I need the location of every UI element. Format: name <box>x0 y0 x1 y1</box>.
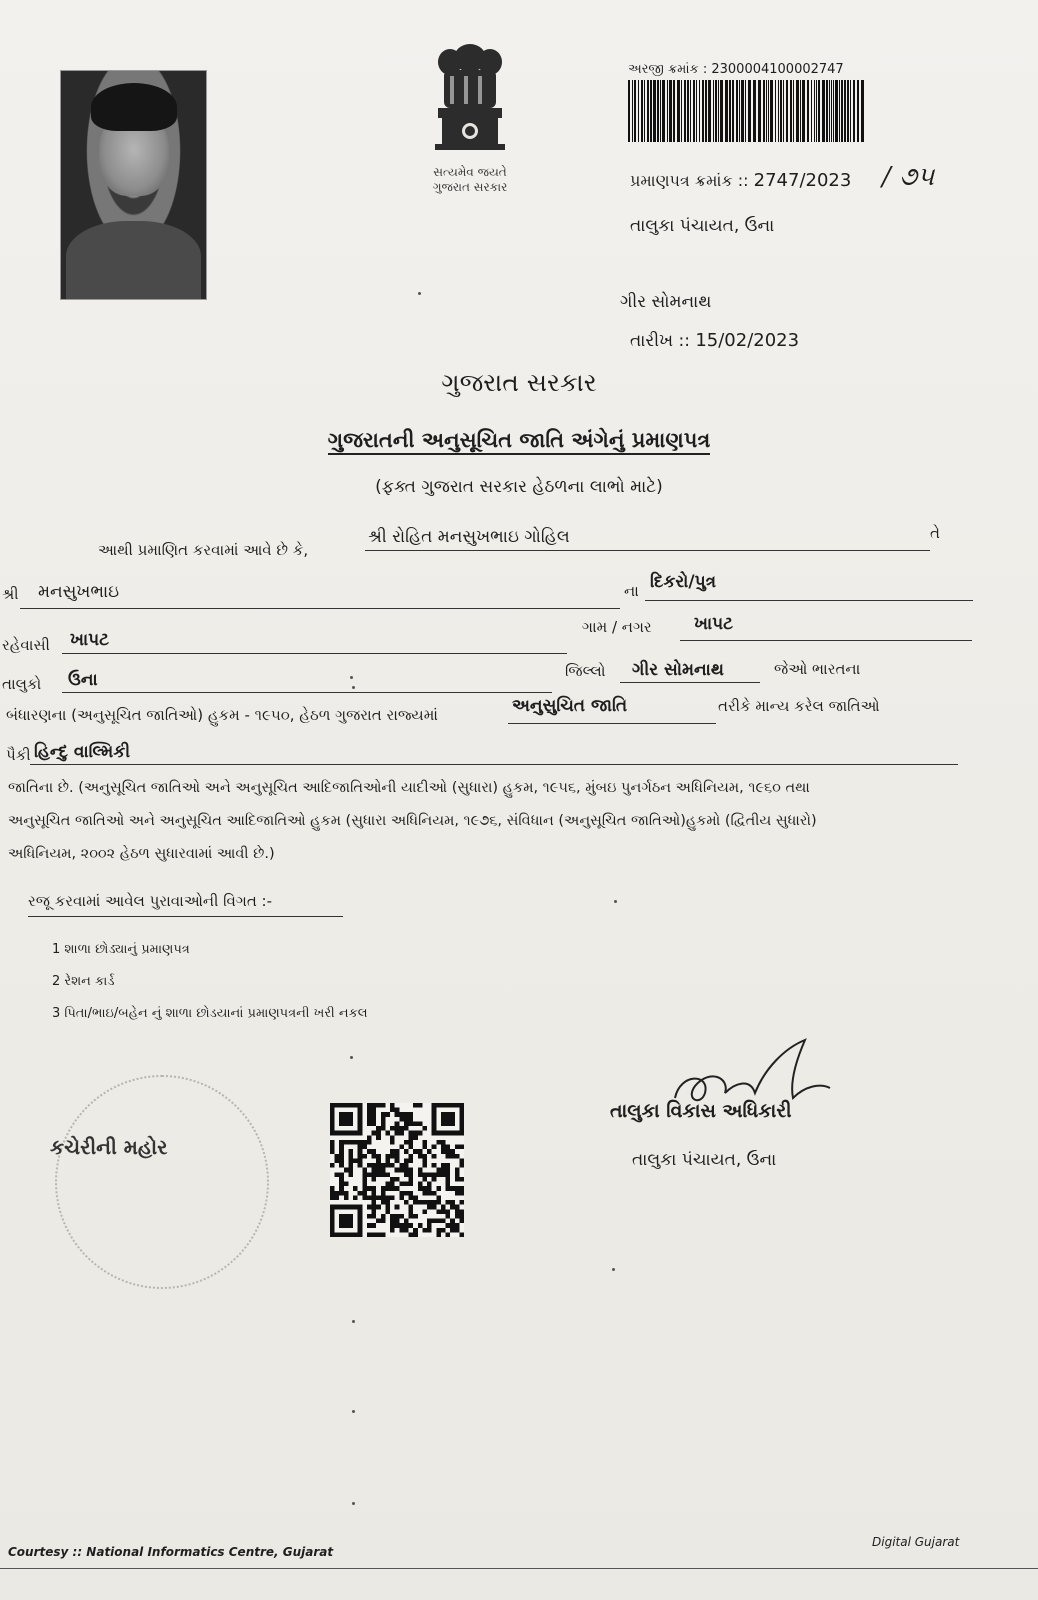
certificate-number-label: પ્રમાણપત્ર ક્રમાંક :: <box>630 171 749 190</box>
resident-label: રહેવાસી <box>2 636 50 654</box>
issue-date-value: 15/02/2023 <box>695 330 800 351</box>
name-underline <box>365 550 930 551</box>
digital-gujarat-brand: Digital Gujarat <box>872 1535 960 1549</box>
relation-underline <box>645 600 973 601</box>
proofs-list <box>52 934 368 1030</box>
list-item: 2 રેશન કાર્ડ <box>52 974 115 989</box>
handwritten-mark: / ૭૫ <box>882 162 935 192</box>
paragraph-line: અધિનિયમ, ૨૦૦૨ હેઠળ સુધારવામાં આવી છે.) <box>8 846 275 862</box>
resident-value: ખાપટ <box>70 630 110 650</box>
photo-shirt <box>66 221 201 299</box>
application-number-label: અરજી ક્રમાંક : <box>628 62 708 77</box>
paragraph-line: જાતિના છે. (અનુસૂચિત જાતિઓ અને અનુસૂચિત આદિજાતિઓની યાદીઓ (સુધારા) હુકમ, ૧૯૫૬, મુંબઇ પુનર્ગઠન અધિનિયમ, ૧૯૬૦ તથા <box>8 780 810 796</box>
paragraph-line: અનુસૂચિત જાતિઓ અને અનુસૂચિત આદિજાતિઓ હુકમ (સુધારા અધિનિયમ, ૧૯૭૬, સંવિધાન (અનુસૂચિત જાતિઓ)હુકમો (દ્વિતીય સુધારો) <box>8 813 817 829</box>
village-underline <box>680 640 972 641</box>
te-label: તે <box>930 524 940 542</box>
issuing-office: તાલુકા પંચાયત, ઉના <box>630 216 775 236</box>
emblem-caption-line-2: ગુજરાત સરકાર <box>432 180 508 194</box>
government-title: ગુજરાત સરકાર <box>441 368 597 397</box>
office-stamp-label: કચેરીની મહોર <box>50 1135 168 1159</box>
legal-paragraph <box>8 772 1018 871</box>
category-value: અનુસુચિત જાતિ <box>512 696 628 716</box>
district-value: ગીર સોમનાથ <box>632 660 724 680</box>
recognized-label: તરીકે માન્ય કરેલ જાતિઓ <box>718 697 880 715</box>
application-number-value: 2300004100002747 <box>711 62 844 77</box>
district-underline <box>620 682 760 683</box>
list-item: 3 પિતા/ભાઇ/બહેન નું શાળા છોડયાનાં પ્રમાણપત્રની ખરી નકલ <box>52 1006 368 1021</box>
courtesy-text: Courtesy :: National Informatics Centre, Gujarat <box>8 1545 334 1559</box>
father-underline <box>20 608 620 609</box>
applicant-name: શ્રી રોહિત મનસુખભાઇ ગોહિલ <box>368 527 570 547</box>
order-text: બંધારણના (અનુસૂચિત જાતિઓ) હુકમ - ૧૯૫૦, હેઠળ ગુજરાત રાજ્યમાં <box>6 706 438 724</box>
issue-date-label: તારીખ :: <box>630 331 690 351</box>
proofs-heading: રજૂ કરવામાં આવેલ પુરાવાઓની વિગત :- <box>28 892 273 910</box>
qr-code-icon <box>330 1103 464 1237</box>
certificate-number-value: 2747/2023 <box>753 170 852 191</box>
proofs-underline <box>28 916 343 917</box>
resident-underline <box>62 653 567 654</box>
footer-rule <box>0 1568 1038 1569</box>
office-stamp-circle <box>55 1075 269 1289</box>
photo-hair <box>91 83 177 131</box>
applicant-photo <box>60 70 207 300</box>
state-emblem-icon <box>420 30 520 165</box>
village-label: ગામ / નગર <box>582 618 652 636</box>
officer-title: તાલુકા વિકાસ અધિકારી <box>610 1100 792 1122</box>
certificate-number <box>630 170 851 191</box>
application-number <box>628 62 844 77</box>
officer-office: તાલુકા પંચાયત, ઉના <box>632 1150 777 1170</box>
among-label: પૈકી <box>6 746 31 764</box>
issuing-district: ગીર સોમનાથ <box>620 292 712 312</box>
category-underline <box>508 723 716 724</box>
caste-underline <box>30 764 958 765</box>
caste-value: હિન્દુ વાલ્મિકી <box>34 742 131 762</box>
list-item: 1 શાળા છોડ્યાનું પ્રમાણપત્ર <box>52 942 190 957</box>
taluka-label: તાલુકો <box>2 675 42 693</box>
barcode <box>628 80 868 142</box>
district-label: જિલ્લો <box>565 662 606 680</box>
village-value: ખાપટ <box>694 614 734 634</box>
certificate-title-text: ગુજરાતની અનુસૂચિત જાતિ અંગેનું પ્રમાણપત્ર <box>328 428 711 455</box>
india-label: જેઓ ભારતના <box>774 660 861 678</box>
issue-date <box>630 330 799 351</box>
taluka-value: ઉના <box>68 670 98 690</box>
relation-value: દિકરો/પુત્ર <box>650 572 717 592</box>
certificate-title <box>0 428 1038 453</box>
emblem-caption <box>405 165 535 195</box>
certify-label: આથી પ્રમાણિત કરવામાં આવે છે કે, <box>98 541 309 559</box>
father-name: મનસુખભાઇ <box>38 582 120 602</box>
certificate-subtitle: (ફક્ત ગુજરાત સરકાર હેઠળના લાભો માટે) <box>375 477 663 497</box>
taluka-underline <box>62 692 552 693</box>
shri-label: શ્રી <box>2 585 19 603</box>
emblem-caption-line-1: સત્યમેવ જયતે <box>433 165 507 179</box>
na-label: ના <box>624 582 639 600</box>
